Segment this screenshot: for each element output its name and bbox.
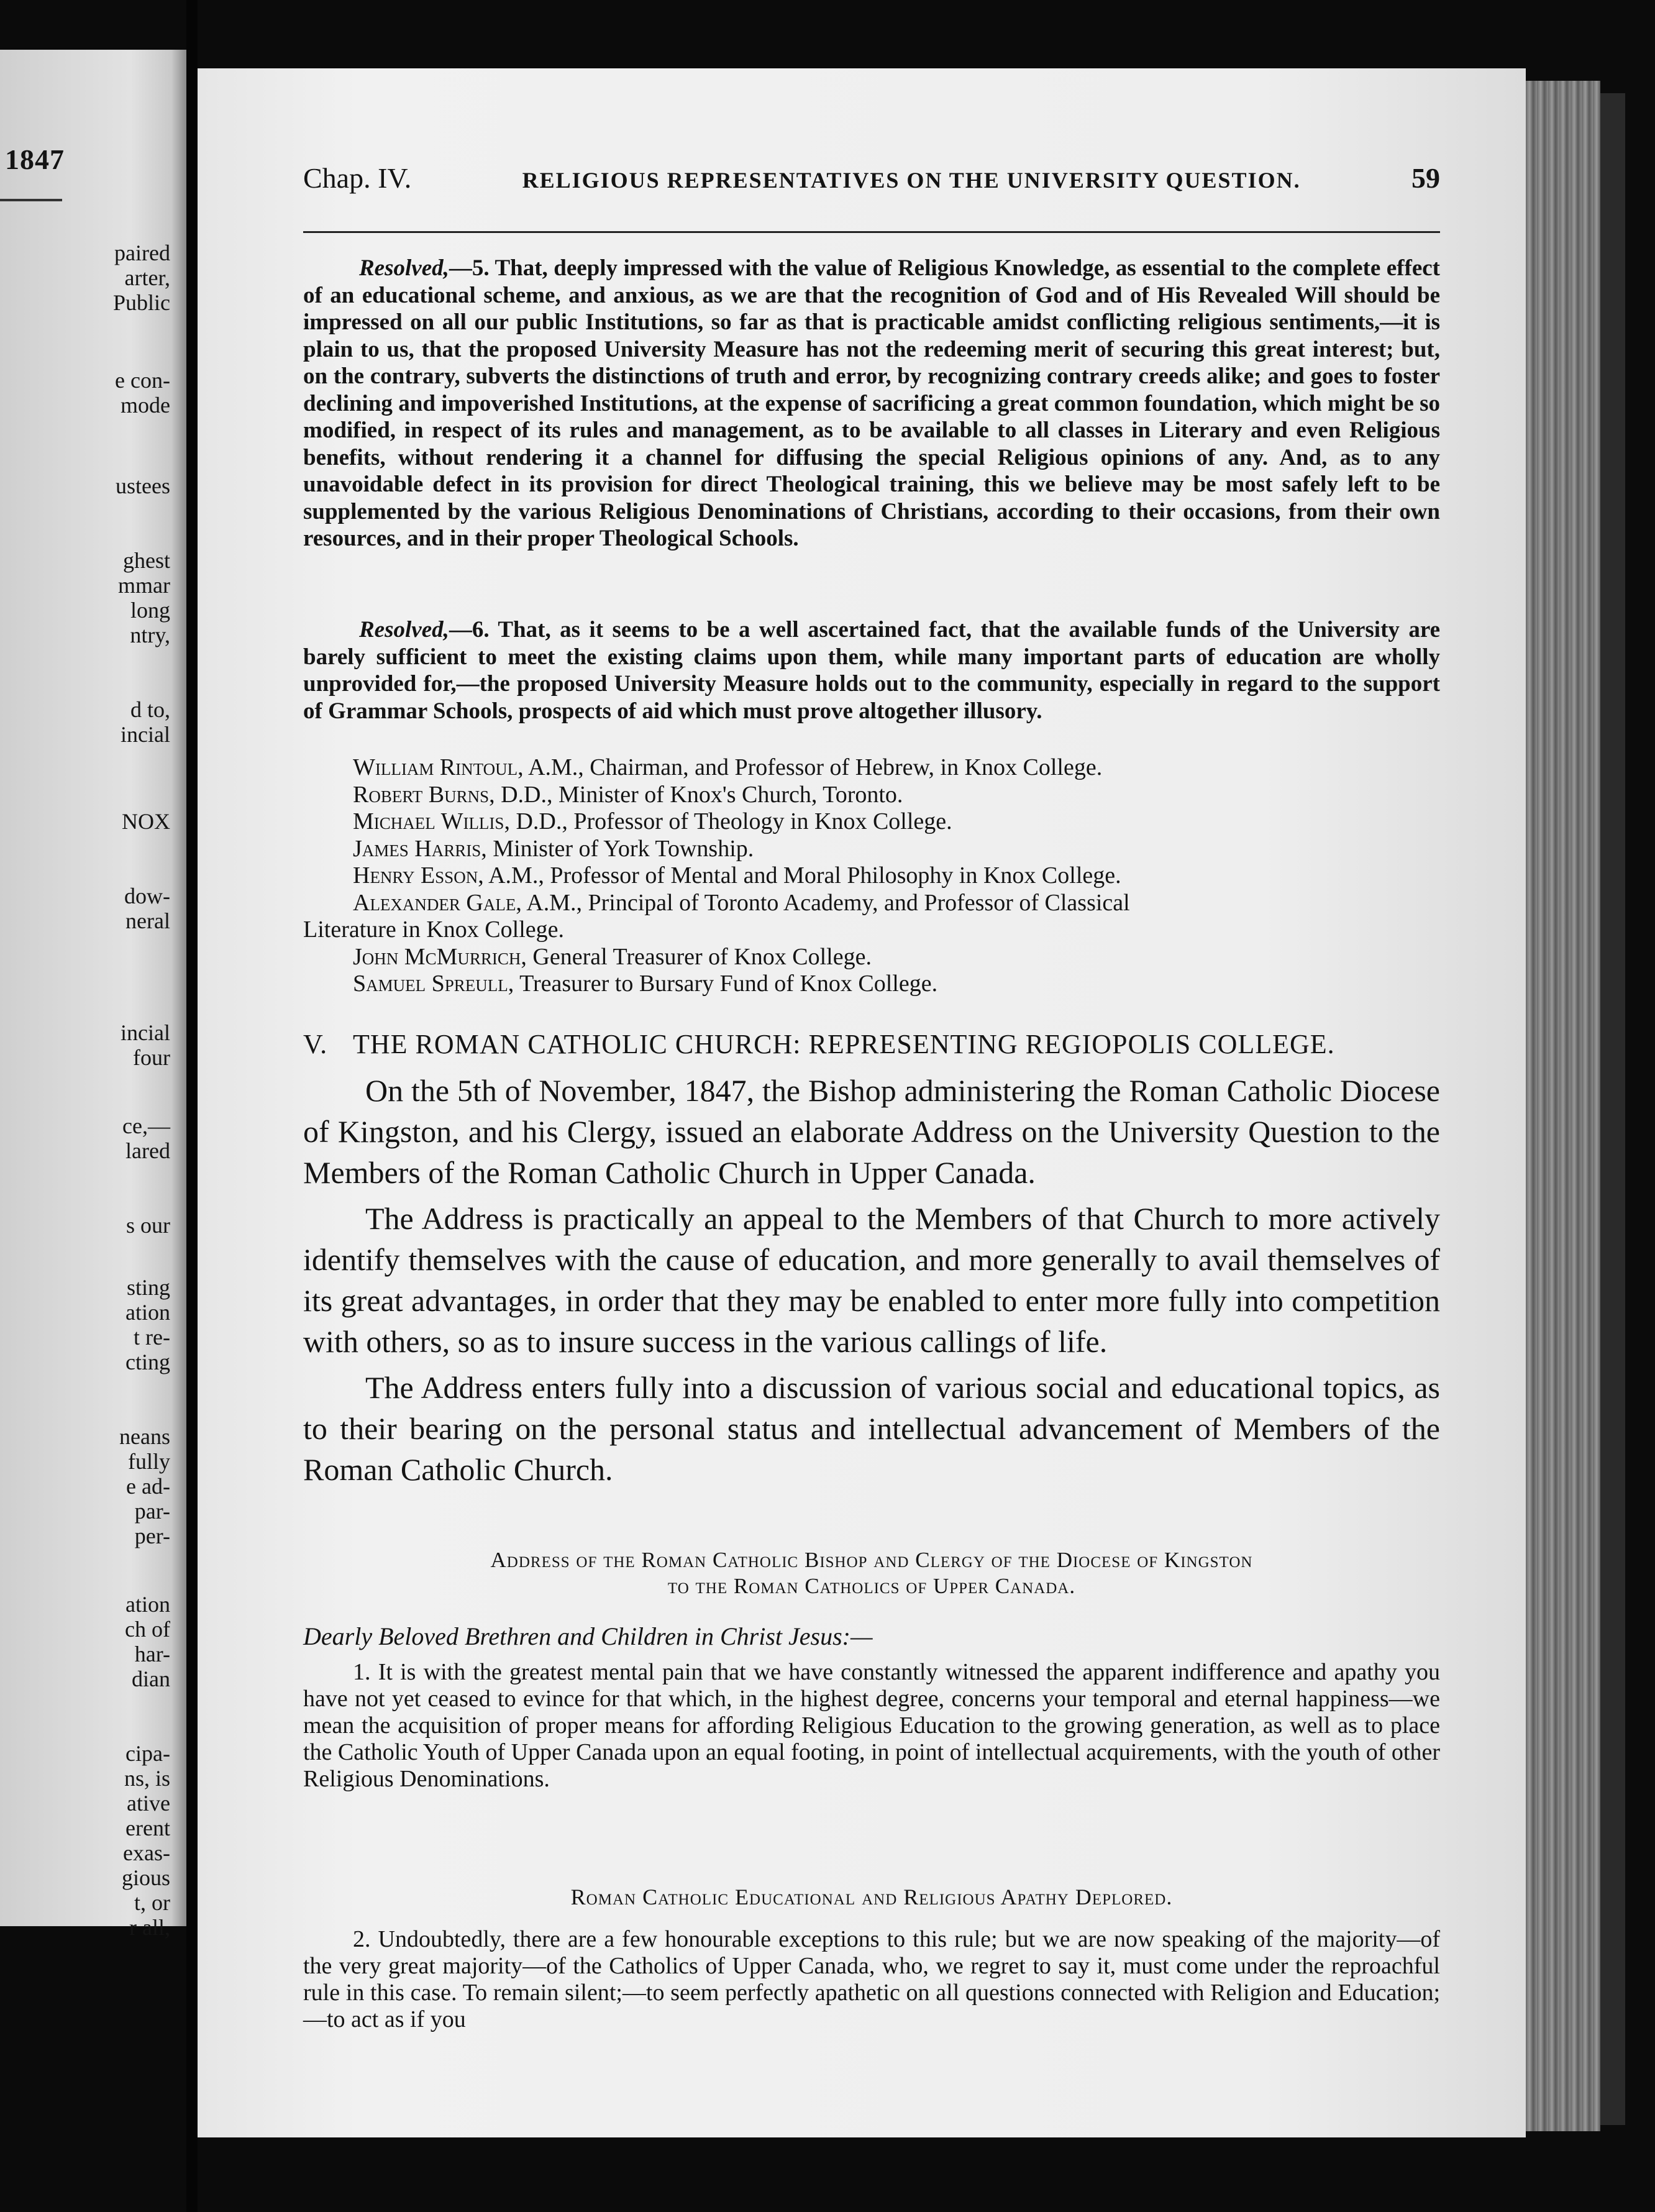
- left-page-fragment: dow-: [124, 884, 170, 908]
- signatory-description: , A.M., Principal of Toronto Academy, and Professor of Classical: [516, 889, 1130, 916]
- signatory-row: [303, 916, 1440, 944]
- left-page-fragment: fully: [128, 1449, 170, 1474]
- left-page-fragment: incial: [121, 722, 170, 747]
- body-paragraph-2: The Address is practically an appeal to the Members of that Church to more actively identify themselves with the cause of education, and more generally to avail themselves of its great advantages, in order that they may be enabled to enter more fully into competition with others, so as to insure success in the various callings of life.: [303, 1201, 1440, 1359]
- signatory-name: Robert Burns: [353, 781, 490, 808]
- left-page-fragment: ghest: [123, 548, 170, 573]
- signatory-description: , A.M., Chairman, and Professor of Hebrew, in Knox College.: [517, 754, 1103, 780]
- left-page-fragment: dian: [132, 1666, 170, 1691]
- address-subheading: Roman Catholic Educational and Religious Apathy Deplored.: [570, 1885, 1173, 1909]
- address-paragraph-2: [303, 1926, 1440, 2033]
- left-page-fragment: ustees: [116, 473, 170, 498]
- signatory-description: , General Treasurer of Knox College.: [521, 943, 872, 970]
- section-numeral: V.: [303, 1029, 328, 1059]
- resolution-5-text: —5. That, deeply impressed with the value of Religious Knowledge, as essential to the complete effect of an educational scheme, and anxious, as we are that the recognition of God and of His Revealed Will should be impressed on all our public Institutions, so far as that is practicable amidst conflicting religious sentiments,—it is plain to us, that the proposed University Measure has not the redeeming merit of securing this great interest; but, on the contrary, subverts the distinctions of truth and error, by recognizing contrary creeds alike; and goes to foster declining and impoverished Institutions, at the expense of sacrificing a great common foundation, which might be so modified, in respect of its rules and management, as to be available to all classes in Literary and even Religious benefits, without rendering it a channel for diffusing the special Religious opinions of any. And, as to any unavoidable defect in its provision for direct Theological training, this we believe may be most safely left to be supplemented by the various Religious Denominations of Christians, according to their occasions, from their own resources, and in their proper Theological Schools.: [303, 255, 1440, 551]
- signatory-row: [303, 862, 1440, 890]
- signatory-row: [303, 808, 1440, 836]
- running-header: [303, 162, 1440, 194]
- left-page-year: 1847: [5, 144, 65, 175]
- signatory-row: [303, 836, 1440, 863]
- left-page-fragment: Public: [112, 290, 170, 315]
- resolution-6-text: —6. That, as it seems to be a well ascertained fact, that the available funds of the University are barely sufficient to meet the existing claims upon them, while many important parts of education are wholly unprovided for,—the proposed University Measure holds out to the community, especially in regard to the support of Grammar Schools, prospects of aid which must prove altogether illusory.: [303, 617, 1440, 724]
- signatories-list: [303, 754, 1440, 998]
- chapter-label: Chap. IV.: [303, 162, 412, 194]
- resolved-label: Resolved,: [359, 617, 449, 642]
- address-paragraph-1-text: 1. It is with the greatest mental pain that we have constantly witnessed the apparent indifference and apathy you have not yet ceased to evince for that which, in the highest degree, concerns your temporal and eternal happiness—we mean the acquisition of proper means for affording Religious Education to the growing generation, as well as to place the Catholic Youth of Upper Canada upon an equal footing, in point of intellectual acquirements, with the youth of other Religious Denominations.: [303, 1659, 1440, 1792]
- signatory-description: , A.M., Professor of Mental and Moral Philosophy in Knox College.: [478, 862, 1121, 889]
- left-page-fragment: arter,: [124, 265, 170, 290]
- signatory-name: Alexander Gale: [353, 889, 516, 916]
- signatory-row: [303, 782, 1440, 809]
- signatory-name: Samuel Spreull: [353, 971, 508, 997]
- address-heading-line-2: to the Roman Catholics of Upper Canada.: [667, 1574, 1076, 1598]
- signatory-description: Literature in Knox College.: [303, 916, 564, 943]
- section-heading: [303, 1028, 1440, 1060]
- signatory-name: William Rintoul: [353, 754, 518, 780]
- signatory-name: Michael Willis: [353, 808, 504, 834]
- address-heading-line-1: Address of the Roman Catholic Bishop and Clergy of the Diocese of Kingston: [490, 1548, 1253, 1572]
- left-page-fragment: neans: [119, 1424, 170, 1449]
- section-title: THE ROMAN CATHOLIC CHURCH: REPRESENTING REGIOPOLIS COLLEGE.: [353, 1029, 1335, 1059]
- left-page-fragment: ns, is: [124, 1766, 170, 1791]
- left-facing-page: [0, 50, 186, 1940]
- left-page-fragment: cting: [125, 1350, 170, 1374]
- left-page-fragment: incial: [121, 1020, 170, 1045]
- signatory-description: , Treasurer to Bursary Fund of Knox College.: [508, 971, 938, 997]
- left-page-fragment: t, or: [134, 1890, 170, 1915]
- left-page-fragment: e con-: [115, 368, 170, 393]
- signatory-row: [303, 890, 1440, 917]
- signatory-description: , D.D., Professor of Theology in Knox College.: [504, 808, 952, 834]
- book-gutter: [186, 0, 198, 2212]
- resolution-6: [303, 616, 1440, 724]
- address-paragraph-2-text: 2. Undoubtedly, there are a few honourable exceptions to this rule; but we are now speaking of the majority—of the very great majority—of the Catholics of Upper Canada, who, we regret to say it, must come under the reproachful rule in this case. To remain silent;—to seem perfectly apathetic on all questions connected with Religion and Education;—to act as if you: [303, 1926, 1440, 2032]
- left-page-fragment: lared: [125, 1138, 170, 1163]
- left-page-fragment: e ad-: [126, 1474, 170, 1499]
- body-paragraph-3: The Address enters fully into a discussion of various social and educational topics, as to their bearing on the personal status and intellectual advancement of Members of the Roman Catholic Church.: [303, 1370, 1440, 1487]
- book-page-59: [198, 68, 1526, 2137]
- left-page-fragment: NOX: [122, 809, 170, 834]
- left-page-fragment: ation: [125, 1300, 170, 1325]
- signatory-name: Henry Esson: [353, 862, 478, 889]
- signatory-description: , D.D., Minister of Knox's Church, Toronto.: [489, 781, 903, 808]
- header-rule: [303, 231, 1440, 233]
- book-cover-edge: [1600, 93, 1625, 2125]
- page-edge-stack: [1526, 81, 1600, 2131]
- header-title: RELIGIOUS REPRESENTATIVES ON THE UNIVERSITY QUESTION.: [522, 168, 1301, 193]
- left-page-fragment: mode: [121, 393, 170, 418]
- body-paragraph-1: On the 5th of November, 1847, the Bishop administering the Roman Catholic Diocese of Kingston, and his Clergy, issued an elaborate Address on the University Question to the Members of the Roman Catholic Church in Upper Canada.: [303, 1073, 1440, 1190]
- signatory-row: [303, 971, 1440, 998]
- resolution-5: [303, 255, 1440, 552]
- left-page-fragment: par-: [134, 1499, 170, 1524]
- left-page-fragment: long: [130, 598, 170, 623]
- left-page-rule: [0, 199, 62, 201]
- signatory-name: James Harris: [353, 835, 481, 862]
- left-page-fragment: paired: [114, 240, 170, 265]
- left-page-fragment: har-: [134, 1642, 170, 1666]
- left-page-fragment: erent: [125, 1816, 170, 1840]
- left-page-fragment: d to,: [130, 697, 170, 722]
- signatory-row: [303, 944, 1440, 971]
- left-page-fragment: four: [133, 1045, 170, 1070]
- page-number: 59: [1411, 162, 1440, 194]
- left-page-fragment: per-: [134, 1524, 170, 1548]
- left-page-fragment: t re-: [134, 1325, 170, 1350]
- left-page-fragment: ative: [127, 1791, 170, 1816]
- left-page-fragment: mmar: [118, 573, 170, 598]
- left-page-fragment: r all,: [129, 1915, 170, 1940]
- signatory-name: John McMurrich: [353, 943, 521, 970]
- salutation: Dearly Beloved Brethren and Children in Christ Jesus:—: [303, 1622, 873, 1650]
- signatory-row: [303, 754, 1440, 782]
- address-paragraph-1: [303, 1659, 1440, 1793]
- left-page-fragment: sting: [126, 1275, 170, 1300]
- left-page-fragment: gious: [121, 1865, 170, 1890]
- left-page-fragment: neral: [125, 908, 170, 933]
- left-page-fragment: exas-: [123, 1840, 170, 1865]
- left-page-fragment: ation: [125, 1592, 170, 1617]
- body-text: [303, 1070, 1440, 1495]
- left-page-fragment: ce,—: [122, 1113, 170, 1138]
- resolved-label: Resolved,: [359, 255, 449, 281]
- left-page-fragment: ch of: [125, 1617, 170, 1642]
- signatory-description: , Minister of York Township.: [481, 835, 754, 862]
- left-page-fragment: s our: [126, 1213, 170, 1238]
- left-page-fragment: cipa-: [125, 1741, 170, 1766]
- address-heading: [303, 1547, 1440, 1599]
- left-page-fragment: ntry,: [130, 623, 170, 647]
